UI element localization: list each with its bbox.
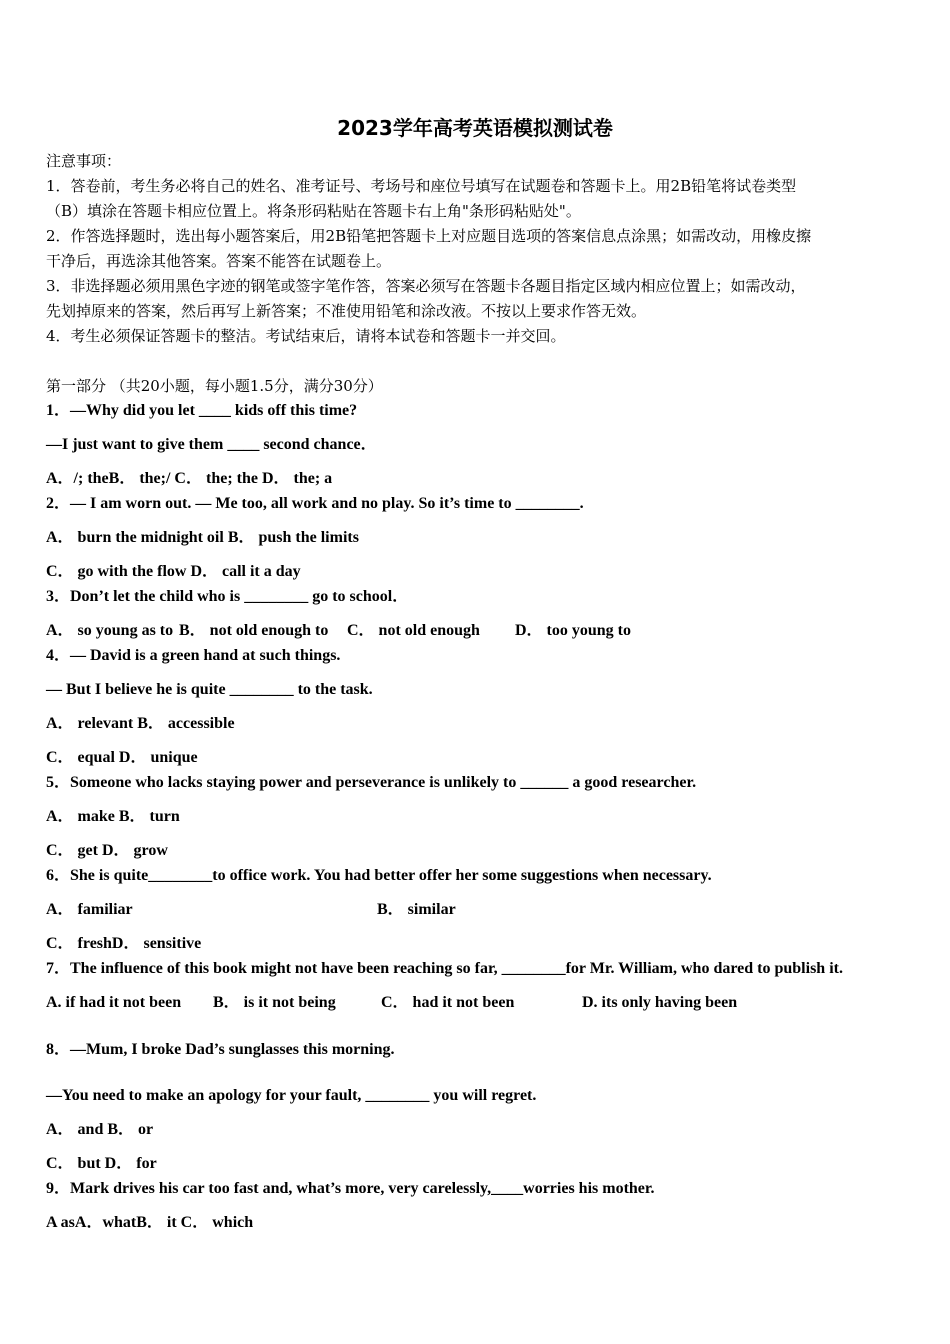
option-a: A． so young as to	[46, 622, 174, 639]
question-options: A． burn the midnight oil B． push the limits	[46, 529, 359, 546]
option-b: B． is it not being	[213, 994, 336, 1011]
question-options: A． and B． or	[46, 1121, 154, 1138]
question-options: A． relevant B． accessible	[46, 715, 235, 732]
notice-line: 2．作答选择题时，选出每小题答案后，用2B铅笔把答题卡上对应题目选项的答案信息点涂黑；如需改动，用橡皮擦	[46, 227, 812, 245]
notice-line: 3．非选择题必须用黑色字迹的钢笔或签字笔作答，答案必须写在答题卡各题目指定区域内相应位置上；如需改动，	[46, 277, 806, 295]
option-a: A． familiar	[46, 901, 133, 918]
question-options: A． make B． turn	[46, 808, 180, 825]
notice-line: 先划掉原来的答案，然后再写上新答案；不准使用铅笔和涂改液。不按以上要求作答无效。	[46, 302, 647, 320]
notice-heading: 注意事项：	[46, 152, 122, 170]
question-stem: 7．The influence of this book might not have been reaching so far, ________for Mr. William, who dared to publish it.	[46, 960, 843, 977]
option-d: D. its only having been	[582, 994, 738, 1011]
option-c: C． had it not been	[381, 994, 515, 1011]
option-b: B． similar	[377, 901, 456, 918]
question-stem: 8．—Mum, I broke Dad’s sunglasses this morning.	[46, 1041, 395, 1058]
option-b: B． not old enough to	[179, 622, 329, 639]
question-options: A asA．whatB． it C． which	[46, 1214, 254, 1231]
section-heading: 第一部分 （共20小题，每小题1.5分，满分30分）	[46, 377, 383, 395]
notice-line: 干净后，再选涂其他答案。答案不能答在试题卷上。	[46, 252, 392, 270]
notice-line: 4．考生必须保证答题卡的整洁。考试结束后，请将本试卷和答题卡一并交回。	[46, 327, 566, 345]
question-options: C． get D． grow	[46, 842, 168, 859]
question-stem: 3．Don’t let the child who is ________ go to school．	[46, 588, 409, 605]
notice-line: （B）填涂在答题卡相应位置上。将条形码粘贴在答题卡右上角"条形码粘贴处"。	[46, 202, 581, 220]
question-stem: —I just want to give them ____ second chance．	[46, 436, 377, 453]
question-stem: 4．— David is a green hand at such things.	[46, 647, 341, 664]
question-stem: 2．— I am worn out. — Me too, all work and no play. So it’s time to ________.	[46, 495, 584, 512]
question-stem: 9．Mark drives his car too fast and, what’s more, very carelessly,____worries his mother.	[46, 1180, 655, 1197]
question-options: A．/; theB． the;/ C． the; the D． the; a	[46, 470, 333, 487]
question-stem: 1．—Why did you let ____ kids off this time?	[46, 402, 358, 419]
question-options: C． equal D． unique	[46, 749, 198, 766]
question-options: C． freshD． sensitive	[46, 935, 202, 952]
question-stem: 6．She is quite________to office work. You had better offer her some suggestions when necessary.	[46, 867, 712, 884]
option-a: A. if had it not been	[46, 994, 182, 1011]
question-options: C． go with the flow D． call it a day	[46, 563, 301, 580]
page-title: 2023学年高考英语模拟测试卷	[337, 116, 613, 140]
question-stem: 5．Someone who lacks staying power and perseverance is unlikely to ______ a good researcher.	[46, 774, 697, 791]
question-stem: — But I believe he is quite ________ to the task.	[46, 681, 373, 698]
option-c: C． not old enough	[347, 622, 480, 639]
option-d: D． too young to	[515, 622, 632, 639]
question-stem: —You need to make an apology for your fault, ________ you will regret.	[46, 1087, 537, 1104]
notice-line: 1．答卷前，考生务必将自己的姓名、准考证号、考场号和座位号填写在试题卷和答题卡上。用2B铅笔将试卷类型	[46, 177, 797, 195]
question-options: C． but D． for	[46, 1155, 157, 1172]
